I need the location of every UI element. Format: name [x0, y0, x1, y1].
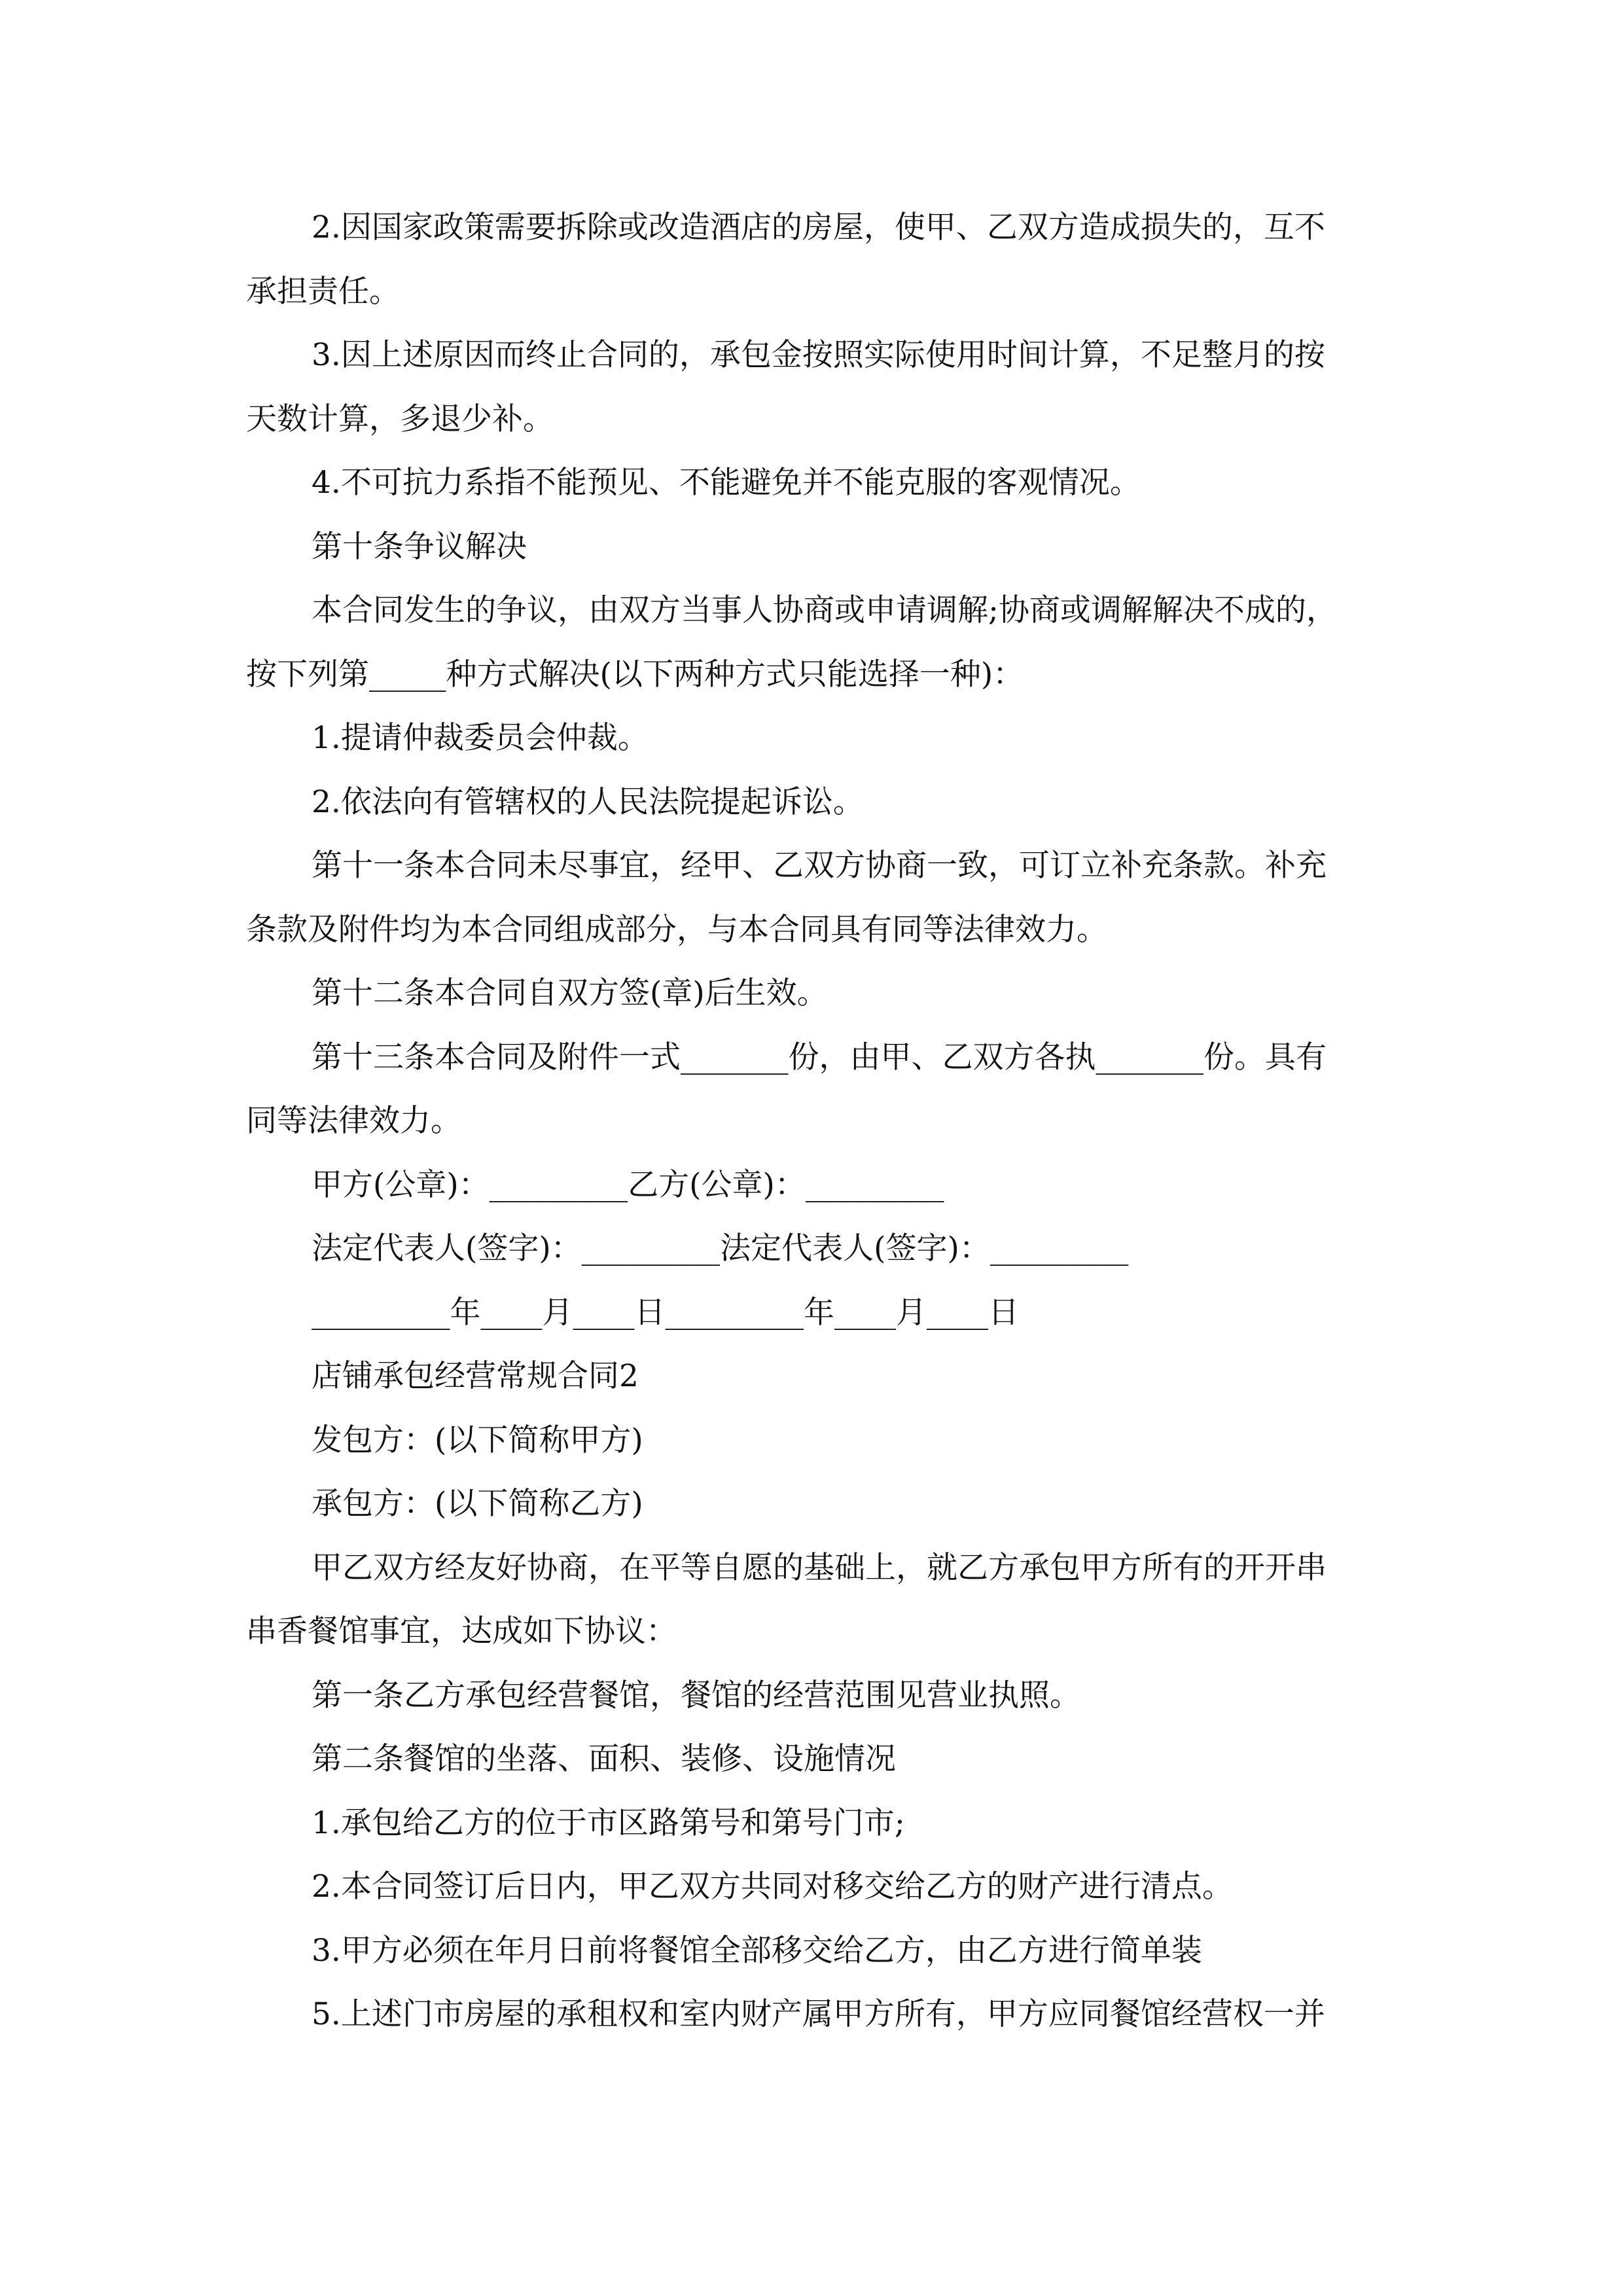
text-line-01: 2.因国家政策需要拆除或改造酒店的房屋，使甲、乙双方造成损失的，互不 — [312, 209, 1325, 245]
text-line-05: 4.不可抗力系指不能预见、不能避免并不能克服的客观情况。 — [312, 465, 1141, 501]
text-line-11: 第十一条本合同未尽事宜，经甲、乙双方协商一致，可订立补充条款。补充 — [312, 848, 1327, 884]
text-line-29: 5.上述门市房屋的承租权和室内财产属甲方所有，甲方应同餐馆经营权一并 — [312, 1996, 1325, 2032]
signature-seal-line: 甲方(公章)：_________乙方(公章)：_________ — [312, 1167, 944, 1203]
text-line-25: 第二条餐馆的坐落、面积、装修、设施情况 — [312, 1741, 896, 1777]
text-line-10: 2.依法向有管辖权的人民法院提起诉讼。 — [312, 784, 864, 820]
text-line-22: 甲乙双方经友好协商，在平等自愿的基础上，就乙方承包甲方所有的开开串 — [312, 1550, 1327, 1586]
text-line-09: 1.提请仲裁委员会仲裁。 — [312, 720, 649, 756]
text-line-04: 天数计算，多退少补。 — [246, 401, 554, 437]
contract-party-b: 承包方：(以下简称乙方) — [312, 1486, 643, 1522]
signature-representative-line: 法定代表人(签字)：_________法定代表人(签字)：_________ — [312, 1230, 1129, 1266]
text-line-02: 承担责任。 — [246, 274, 400, 310]
text-line-26: 1.承包给乙方的位于市区路第号和第号门市; — [312, 1805, 905, 1841]
contract-party-a: 发包方：(以下简称甲方) — [312, 1422, 643, 1458]
text-line-13: 第十二条本合同自双方签(章)后生效。 — [312, 975, 828, 1011]
text-line-27: 2.本合同签订后日内，甲乙双方共同对移交给乙方的财产进行清点。 — [312, 1869, 1233, 1905]
text-line-28: 3.甲方必须在年月日前将餐馆全部移交给乙方，由乙方进行简单装 — [312, 1933, 1202, 1969]
text-line-03: 3.因上述原因而终止合同的，承包金按照实际使用时间计算，不足整月的按 — [312, 337, 1325, 373]
section-heading-10: 第十条争议解决 — [312, 529, 527, 565]
text-line-23: 串香餐馆事宜，达成如下协议： — [246, 1613, 677, 1649]
text-line-08: 按下列第_____种方式解决(以下两种方式只能选择一种)： — [246, 656, 1024, 692]
text-line-15: 同等法律效力。 — [246, 1103, 461, 1139]
text-line-12: 条款及附件均为本合同组成部分，与本合同具有同等法律效力。 — [246, 912, 1107, 948]
text-line-07: 本合同发生的争议，由双方当事人协商或申请调解;协商或调解解决不成的， — [312, 592, 1337, 628]
contract-2-title: 店铺承包经营常规合同2 — [312, 1358, 639, 1394]
text-line-24: 第一条乙方承包经营餐馆，餐馆的经营范围见营业执照。 — [312, 1677, 1080, 1713]
signature-date-line: _________年____月____日_________年____月____日 — [312, 1295, 1019, 1331]
text-line-14: 第十三条本合同及附件一式_______份，由甲、乙双方各执_______份。具有 — [312, 1039, 1327, 1075]
